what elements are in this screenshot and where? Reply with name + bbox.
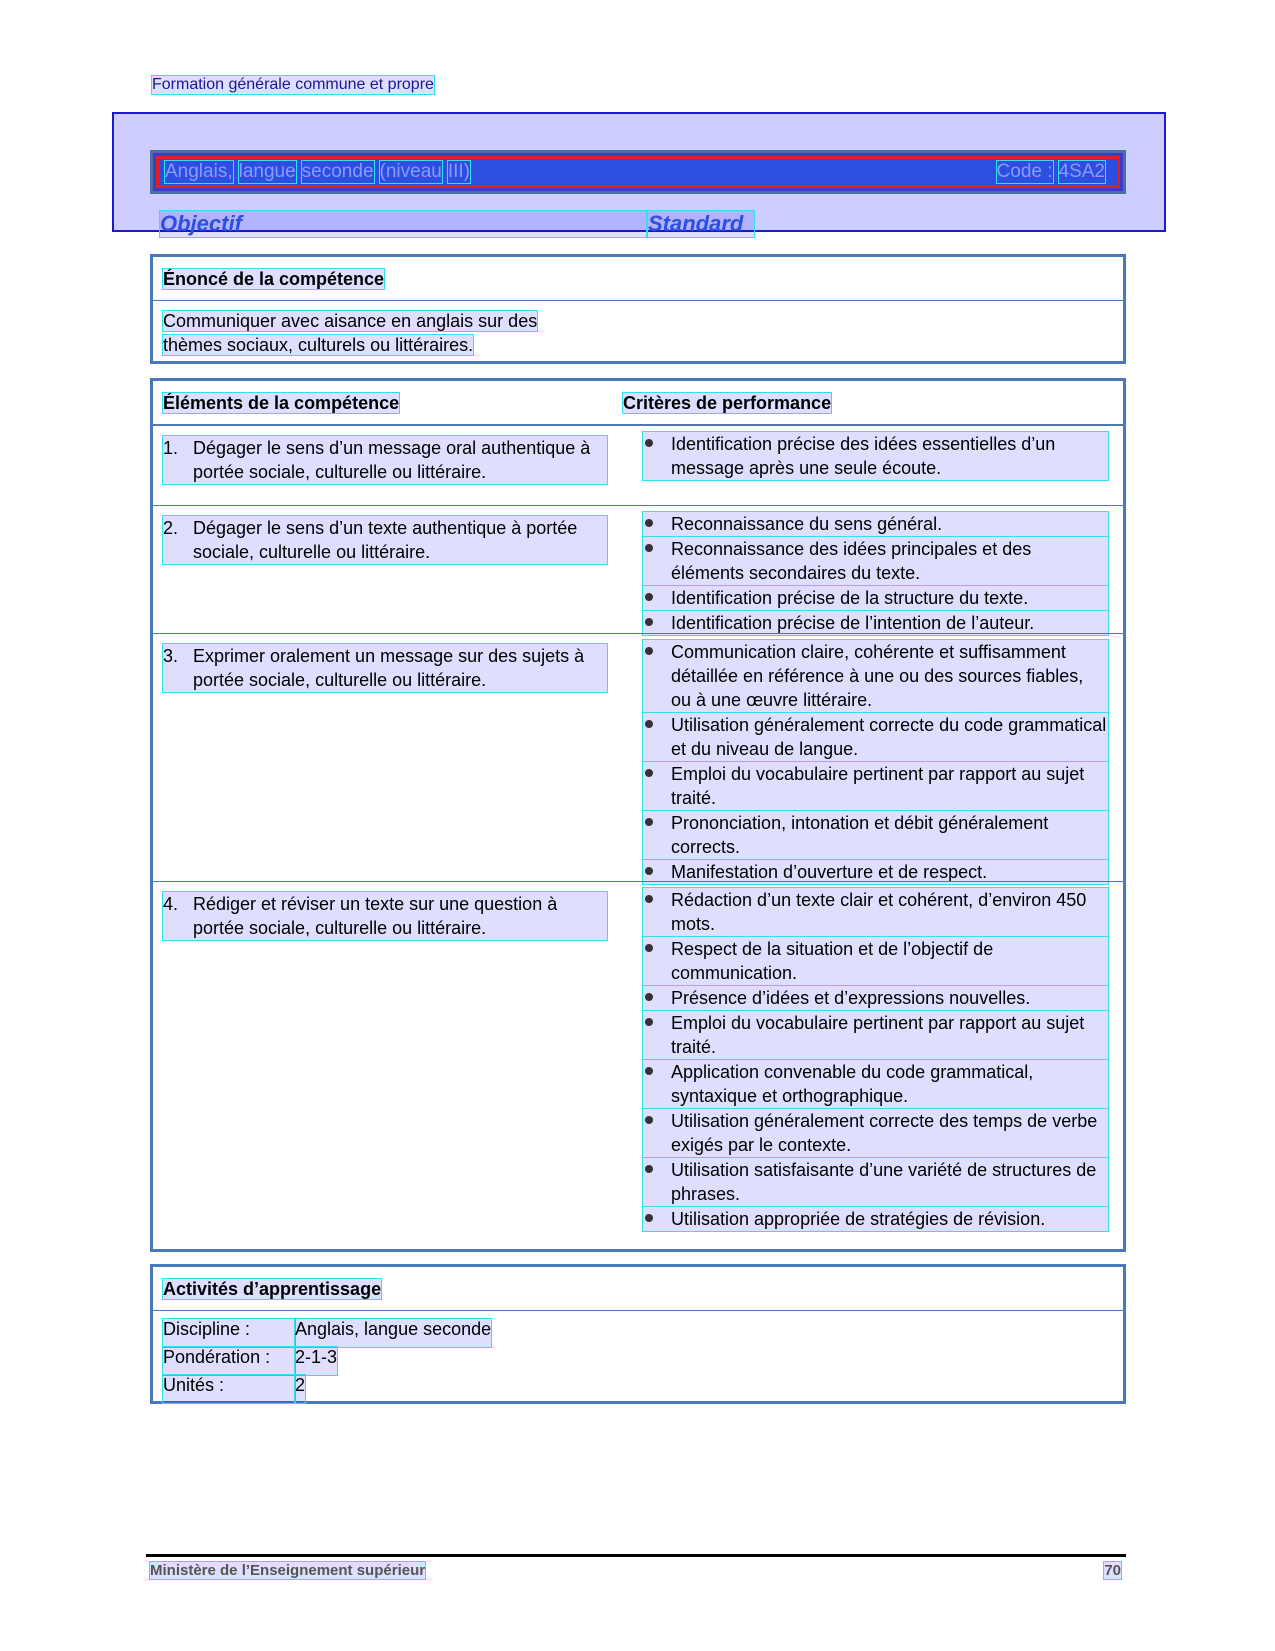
element-text: 4. Rédiger et réviser un texte sur une question à portée sociale, culturelle ou littéraire. (163, 892, 607, 940)
course-code-value: 4SA2 (1058, 161, 1105, 182)
competence-statement-box (150, 254, 1126, 364)
criteria-column-header: Critères de performance (623, 393, 832, 413)
element-text: 3. Exprimer oralement un message sur des sujets à portée sociale, culturelle ou littéraire. (163, 644, 607, 692)
criterion-item: Utilisation satisfaisante d’une variété de structures de phrases. (643, 1158, 1108, 1206)
footer-rule (146, 1554, 1126, 1557)
criterion-item: Communication claire, cohérente et suffisamment détaillée en référence à une ou des sources fiables, ou à une œuvre littéraire. (643, 640, 1108, 712)
top-note: Formation générale commune et propre (152, 76, 434, 93)
criterion-item: Reconnaissance des idées principales et des éléments secondaires du texte. (643, 537, 1108, 585)
course-code-label: Code : (996, 161, 1053, 182)
course-word: langue (238, 161, 296, 182)
criterion-item: Identification précise des idées essentielles d’un message après une seule écoute. (643, 432, 1108, 480)
footer-ministry: Ministère de l’Enseignement supérieur (150, 1562, 426, 1579)
table-row (153, 505, 1123, 633)
criterion-item: Manifestation d’ouverture et de respect. (643, 860, 1108, 884)
objectif-heading: Objectif (160, 211, 646, 237)
criterion-item: Identification précise de la structure du texte. (643, 586, 1108, 610)
course-word: III) (447, 161, 471, 182)
page-number: 70 (1104, 1562, 1121, 1579)
discipline-value: Anglais, langue seconde (295, 1319, 491, 1347)
table-row (153, 425, 1123, 505)
criterion-item: Prononciation, intonation et débit généralement corrects. (643, 811, 1108, 859)
competence-statement-line: thèmes sociaux, culturels ou littéraires. (163, 335, 474, 355)
competence-statement-title: Énoncé de la compétence (163, 269, 385, 289)
criterion-item: Utilisation généralement correcte des temps de verbe exigés par le contexte. (643, 1109, 1108, 1157)
discipline-label: Discipline : (163, 1319, 295, 1347)
criterion-item: Emploi du vocabulaire pertinent par rapport au sujet traité. (643, 762, 1108, 810)
elements-column-header: Éléments de la compétence (163, 393, 400, 413)
criterion-item: Reconnaissance du sens général. (643, 512, 1108, 536)
ponderation-label: Pondération : (163, 1347, 295, 1375)
course-word: Anglais, (165, 161, 233, 182)
course-word: (niveau (379, 161, 442, 182)
standard-heading: Standard (648, 211, 754, 237)
criterion-item: Emploi du vocabulaire pertinent par rapport au sujet traité. (643, 1011, 1108, 1059)
learning-activities-box (150, 1264, 1126, 1404)
competence-statement-line: Communiquer avec aisance en anglais sur des (163, 311, 538, 331)
table-row (153, 881, 1123, 1249)
unites-value: 2 (295, 1375, 305, 1403)
criterion-item: Respect de la situation et de l’objectif de communication. (643, 937, 1108, 985)
criterion-item: Présence d’idées et d’expressions nouvelles. (643, 986, 1108, 1010)
criterion-item: Rédaction d’un texte clair et cohérent, d’environ 450 mots. (643, 888, 1108, 936)
learning-activities-title: Activités d’apprentissage (163, 1279, 382, 1299)
element-text: 1. Dégager le sens d’un message oral authentique à portée sociale, culturelle ou littéraire. (163, 436, 607, 484)
table-row (153, 633, 1123, 881)
element-text: 2. Dégager le sens d’un texte authentique à portée sociale, culturelle ou littéraire. (163, 516, 607, 564)
ponderation-value: 2-1-3 (295, 1347, 337, 1375)
course-word: seconde (301, 161, 374, 182)
criterion-item: Utilisation appropriée de stratégies de révision. (643, 1207, 1108, 1231)
unites-label: Unités : (163, 1375, 295, 1403)
criterion-item: Identification précise de l’intention de l’auteur. (643, 611, 1108, 635)
course-title-bar (150, 150, 1126, 194)
elements-table (150, 378, 1126, 1252)
criterion-item: Application convenable du code grammatical, syntaxique et orthographique. (643, 1060, 1108, 1108)
criterion-item: Utilisation généralement correcte du code grammatical et du niveau de langue. (643, 713, 1108, 761)
